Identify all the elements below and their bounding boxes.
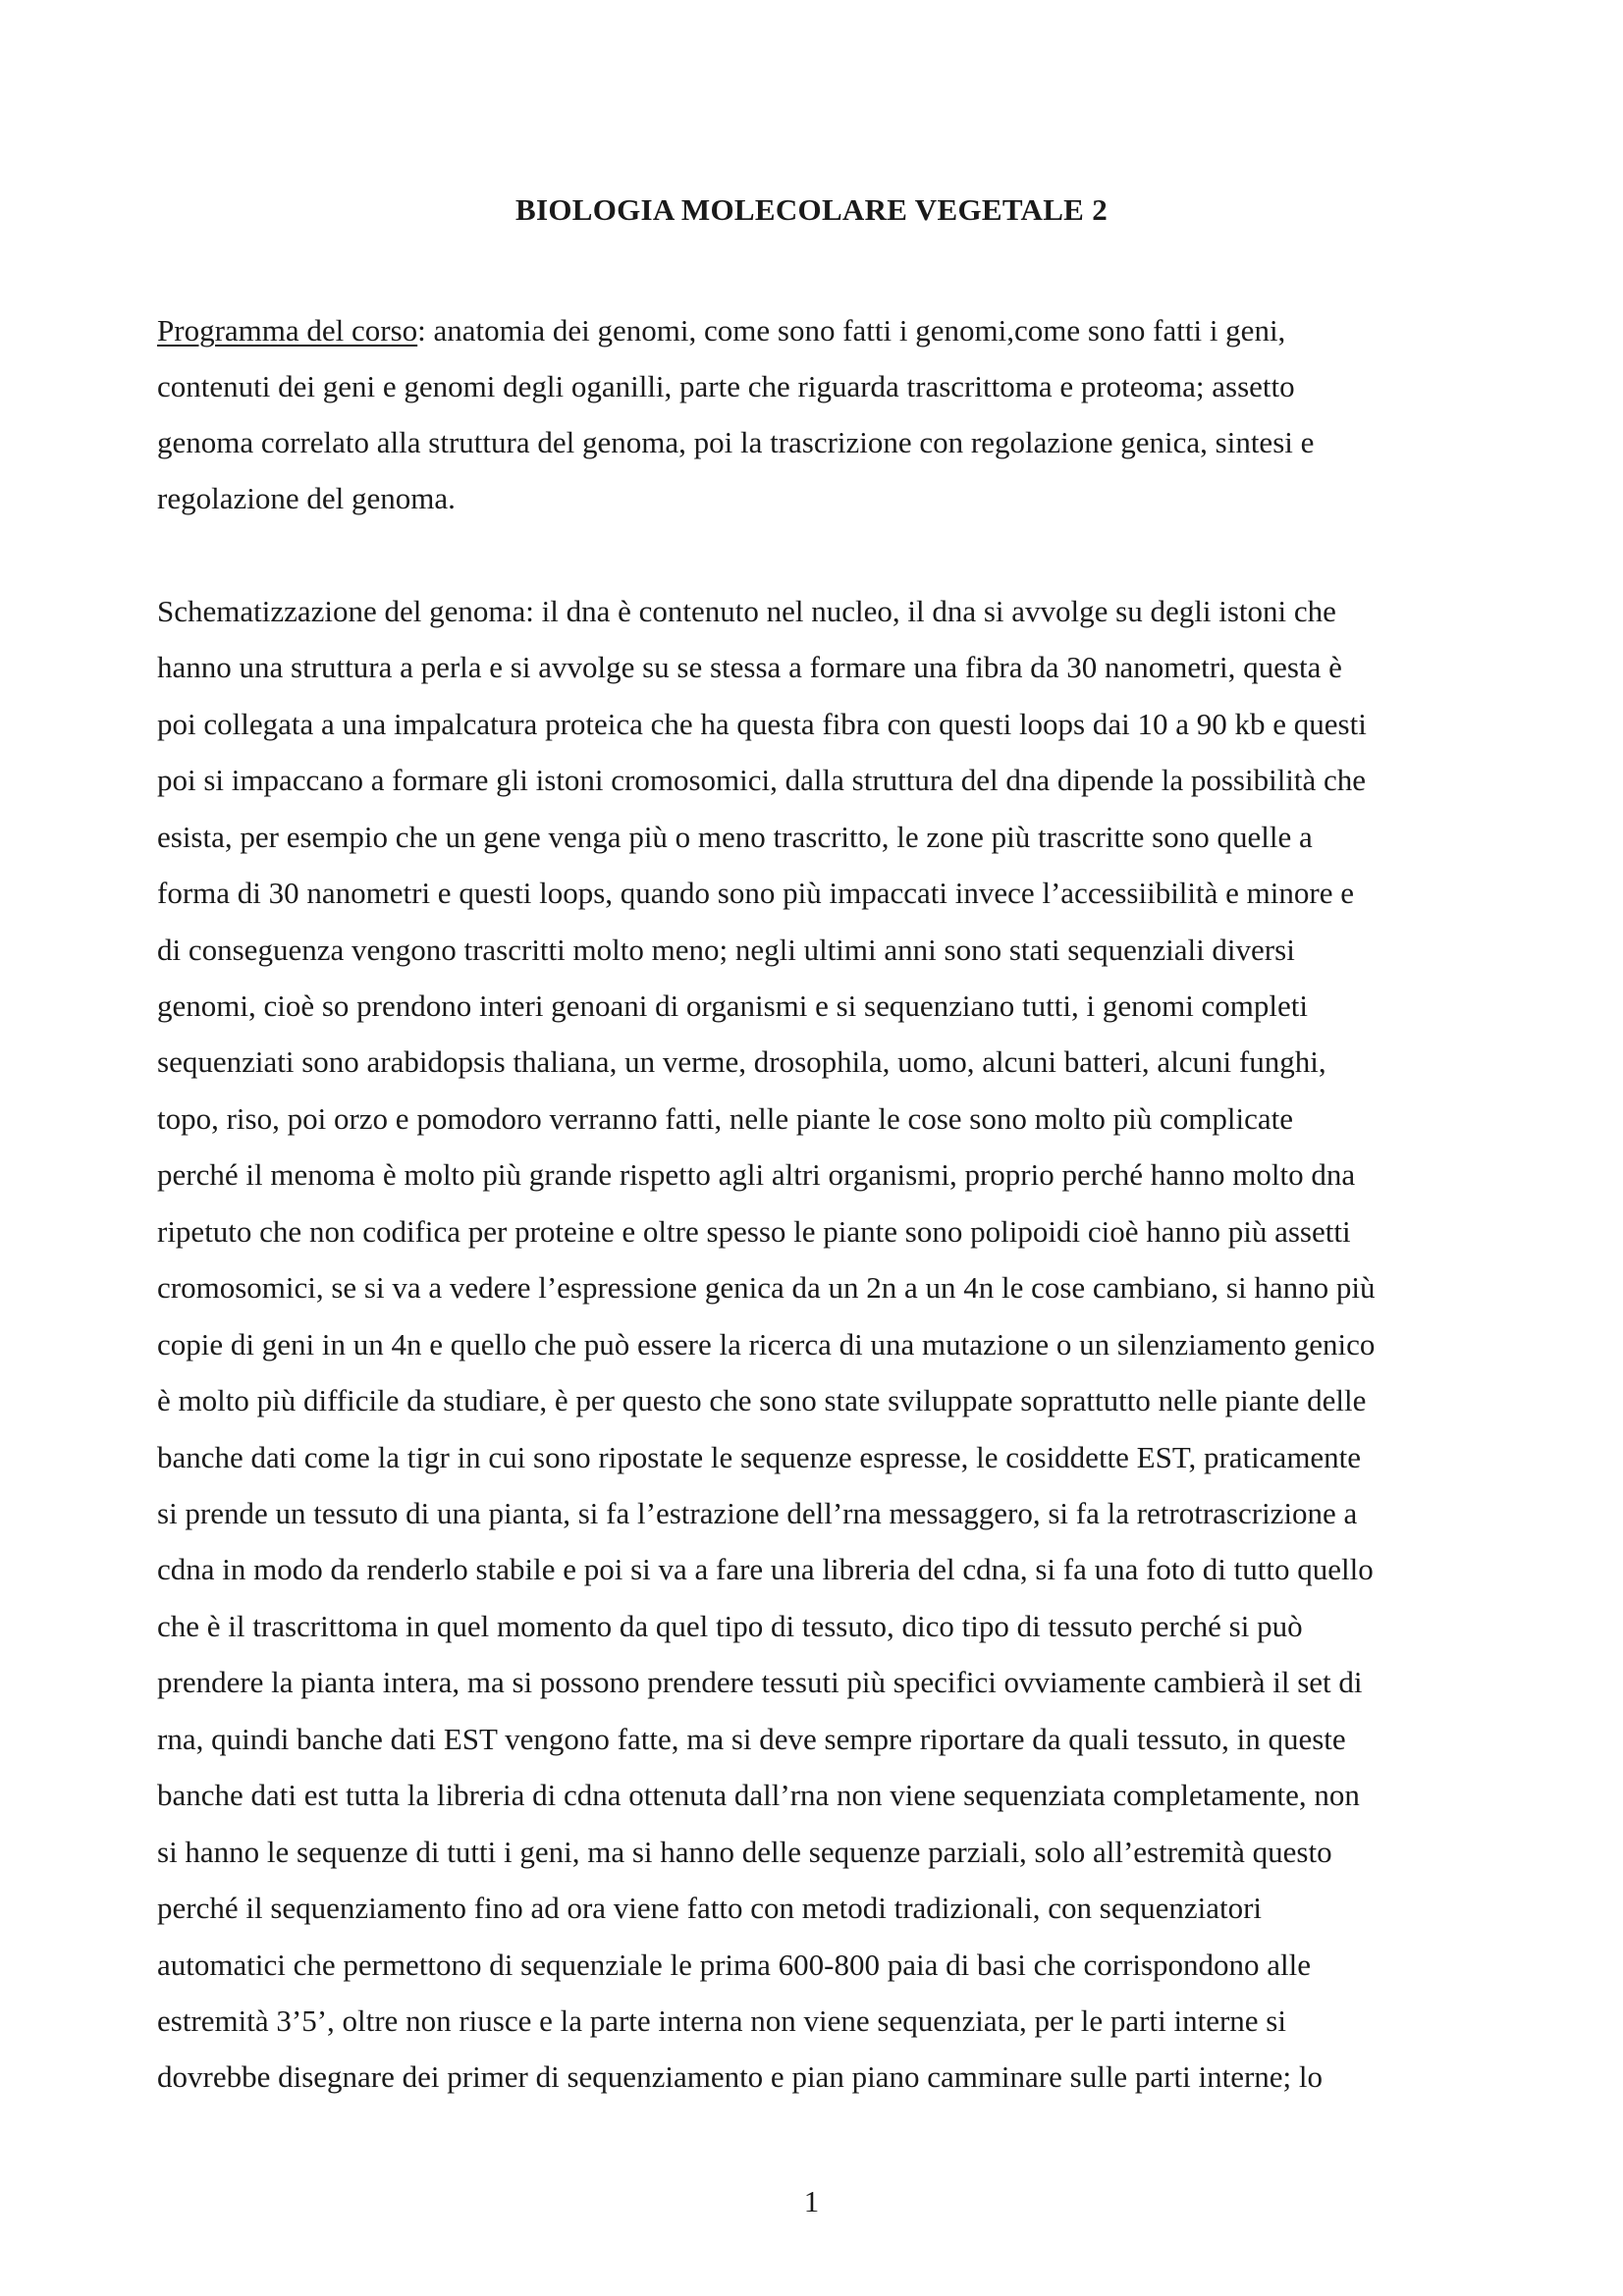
body-line-22: banche dati est tutta la libreria di cdna ottenuta dall’rna non viene sequenziata completamente, non — [157, 1778, 1360, 1812]
body-line-3: poi collegata a una impalcatura proteica che ha questa fibra con questi loops dai 10 a 90 kb e questi — [157, 707, 1367, 741]
body-line-17: si prende un tessuto di una pianta, si fa l’estrazione dell’rna messaggero, si fa la retrotrascrizione a — [157, 1496, 1358, 1530]
body-line-15: è molto più difficile da studiare, è per questo che sono state sviluppate soprattutto nelle piante delle — [157, 1383, 1367, 1417]
body-line-26: estremità 3’5’, oltre non riusce e la parte interna non viene sequenziata, per le parti interne si — [157, 2003, 1286, 2038]
body-line-9: sequenziati sono arabidopsis thaliana, un verme, drosophila, uomo, alcuni batteri, alcuni funghi, — [157, 1044, 1326, 1079]
body-line-27: dovrebbe disegnare dei primer di sequenziamento e pian piano camminare sulle parti interne; lo — [157, 2059, 1324, 2094]
body-line-10: topo, riso, poi orzo e pomodoro verranno fatti, nelle piante le cose sono molto più complicate — [157, 1101, 1294, 1136]
body-line-2: hanno una struttura a perla e si avvolge su se stessa a formare una fibra da 30 nanometri, questa è — [157, 650, 1342, 684]
intro-line-2: contenuti dei geni e genomi degli oganilli, parte che riguarda trascrittoma e proteoma; assetto — [157, 369, 1295, 403]
body-line-13: cromosomici, se si va a vedere l’espressione genica da un 2n a un 4n le cose cambiano, si hanno più — [157, 1270, 1376, 1305]
body-line-1: Schematizzazione del genoma: il dna è contenuto nel nucleo, il dna si avvolge su degli istoni che — [157, 594, 1336, 628]
intro-first-line-text: : anatomia dei genomi, come sono fatti i genomi,come sono fatti i geni, — [417, 313, 1286, 347]
body-line-11: perché il menoma è molto più grande rispetto agli altri organismi, proprio perché hanno molto dna — [157, 1157, 1356, 1192]
body-line-23: si hanno le sequenze di tutti i geni, ma si hanno delle sequenze parziali, solo all’estremità questo — [157, 1835, 1332, 1869]
body-line-12: ripetuto che non codifica per proteine e oltre spesso le piante sono polipoidi cioè hanno più assetti — [157, 1214, 1351, 1249]
body-line-8: genomi, cioè so prendono interi genoani di organismi e si sequenziano tutti, i genomi completi — [157, 988, 1309, 1023]
body-line-5: esista, per esempio che un gene venga più o meno trascritto, le zone più trascritte sono quelle a — [157, 820, 1313, 854]
body-line-6: forma di 30 nanometri e questi loops, quando sono più impaccati invece l’accessiibilità e minore e — [157, 876, 1354, 910]
document-title: BIOLOGIA MOLECOLARE VEGETALE 2 — [514, 192, 1108, 227]
intro-label: Programma del corso — [157, 313, 418, 347]
body-line-16: banche dati come la tigr in cui sono ripostate le sequenze espresse, le cosiddette EST, praticamente — [157, 1440, 1362, 1474]
page-number: 1 — [803, 2184, 820, 2218]
body-line-18: cdna in modo da renderlo stabile e poi si va a fare una libreria del cdna, si fa una foto di tutto quello — [157, 1552, 1374, 1586]
body-line-7: di conseguenza vengono trascritti molto meno; negli ultimi anni sono stati sequenziali diversi — [157, 933, 1295, 967]
intro-line-1 — [157, 311, 1285, 350]
body-line-25: automatici che permettono di sequenziale le prima 600-800 paia di basi che corrispondono alle — [157, 1948, 1312, 1982]
intro-line-3: genoma correlato alla struttura del genoma, poi la trascrizione con regolazione genica, sintesi e — [157, 425, 1315, 459]
body-line-20: prendere la pianta intera, ma si possono prendere tessuti più specifici ovviamente cambierà il set di — [157, 1665, 1363, 1699]
body-line-4: poi si impaccano a formare gli istoni cromosomici, dalla struttura del dna dipende la possibilità che — [157, 763, 1367, 797]
body-line-19: che è il trascrittoma in quel momento da quel tipo di tessuto, dico tipo di tessuto perché si può — [157, 1609, 1303, 1643]
body-line-24: perché il sequenziamento fino ad ora viene fatto con metodi tradizionali, con sequenziatori — [157, 1891, 1263, 1925]
intro-line-4: regolazione del genoma. — [157, 481, 456, 515]
body-line-14: copie di geni in un 4n e quello che può essere la ricerca di una mutazione o un silenziamento genico — [157, 1327, 1376, 1362]
body-line-21: rna, quindi banche dati EST vengono fatte, ma si deve sempre riportare da quali tessuto, in queste — [157, 1722, 1346, 1756]
